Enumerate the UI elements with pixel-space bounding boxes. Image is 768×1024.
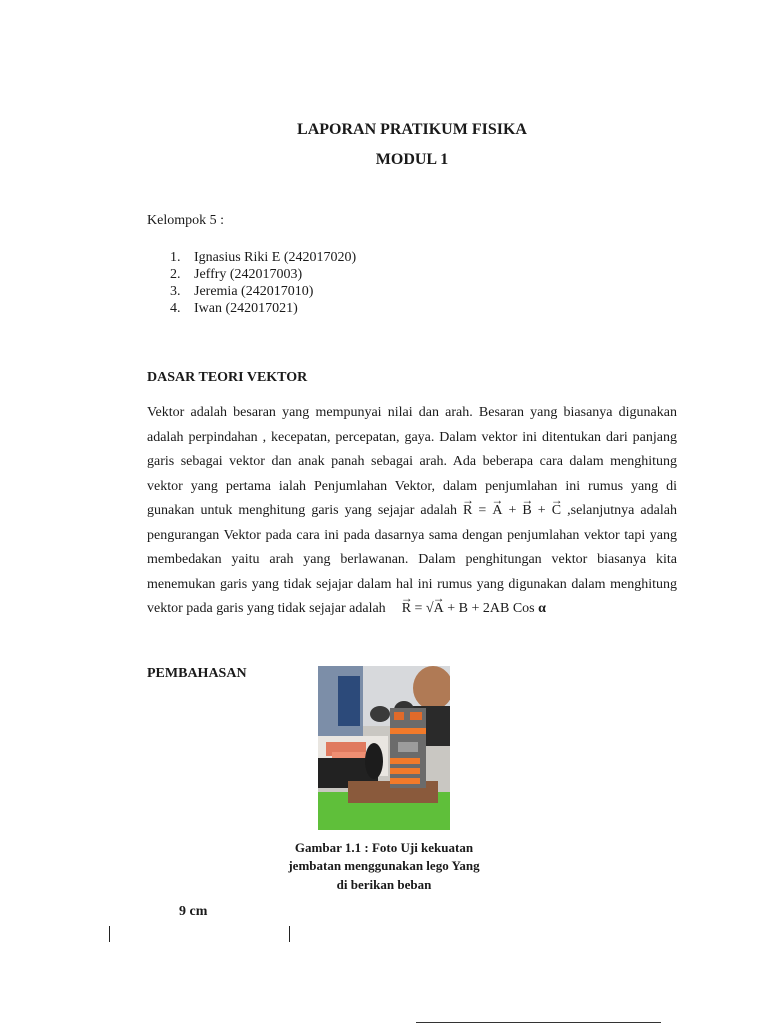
figure-caption-line2: jembatan menggunakan lego Yang [288,858,480,873]
vector-c: → C [552,499,561,524]
theory-paragraph [147,401,677,622]
list-number: 3. [170,284,181,299]
measurement-label: 9 cm [179,904,208,919]
equals-sign: = [472,503,493,518]
lego-bridge-photo [318,666,450,830]
equals-sqrt: = √ [411,601,434,616]
paragraph-text-1: Vektor adalah besaran yang mempunyai nilai dan arah. Besaran yang biasanya digunakan adalah perpindahan , kecepatan, percepatan, gaya. Dalam vektor ini ditentukan dari panjang garis sebagai vektor dan anak panah sebagai arah. Ada beberapa cara dalam menghitung vektor yang pertama ialah Penjumlahan Vektor, dalam penjumlahan ini rumus yang di gunakan untuk menghitung garis yang sejajar adalah [147,405,677,518]
alpha-symbol: α [538,601,546,616]
theory-heading: DASAR TEORI VEKTOR [147,370,308,385]
bottom-divider [416,1022,661,1023]
paragraph-text-2: ,selanjutnya adalah pengurangan Vektor pada cara ini pada dasarnya sama dengan penjumlahan vektor tapi yang membedakan yaitu arah yang berlawanan. Dalam penghitungan vektor biasanya kita menemukan garis yang tidak sejajar dalam hal ini rumus yang digunakan dalam menghitung vektor pada garis yang tidak sejajar adalah [147,503,677,616]
discussion-heading: PEMBAHASAN [147,666,247,681]
member-name: Jeremia (242017010) [194,284,314,299]
member-name: Ignasius Riki E (242017020) [194,250,357,265]
member-name: Iwan (242017021) [194,301,298,316]
measure-right-tick [289,926,290,942]
list-item [170,301,298,317]
list-number: 4. [170,301,181,316]
member-name: Jeffry (242017003) [194,267,303,282]
list-number: 2. [170,267,181,282]
module-title: MODUL 1 [375,151,449,168]
photo-illustration [318,666,450,830]
list-number: 1. [170,250,181,265]
figure-caption-line3: di berikan beban [336,877,432,892]
vector-a: → A [492,499,502,524]
group-label: Kelompok 5 : [147,213,224,228]
measure-left-tick [109,926,110,942]
report-title: LAPORAN PRATIKUM FISIKA [297,121,527,138]
list-item [170,284,313,300]
vector-a-2: → A [434,597,444,622]
plus-sign: + [531,503,552,518]
plus-sign: + [502,503,523,518]
vector-r: → R [463,499,472,524]
figure-caption-line1: Gambar 1.1 : Foto Uji kekuatan [294,840,474,855]
vector-r-2: → R [402,597,411,622]
list-item [170,250,356,266]
list-item [170,267,302,283]
vector-b: → B [522,499,531,524]
formula-rest: + B + 2AB Cos [443,601,539,616]
